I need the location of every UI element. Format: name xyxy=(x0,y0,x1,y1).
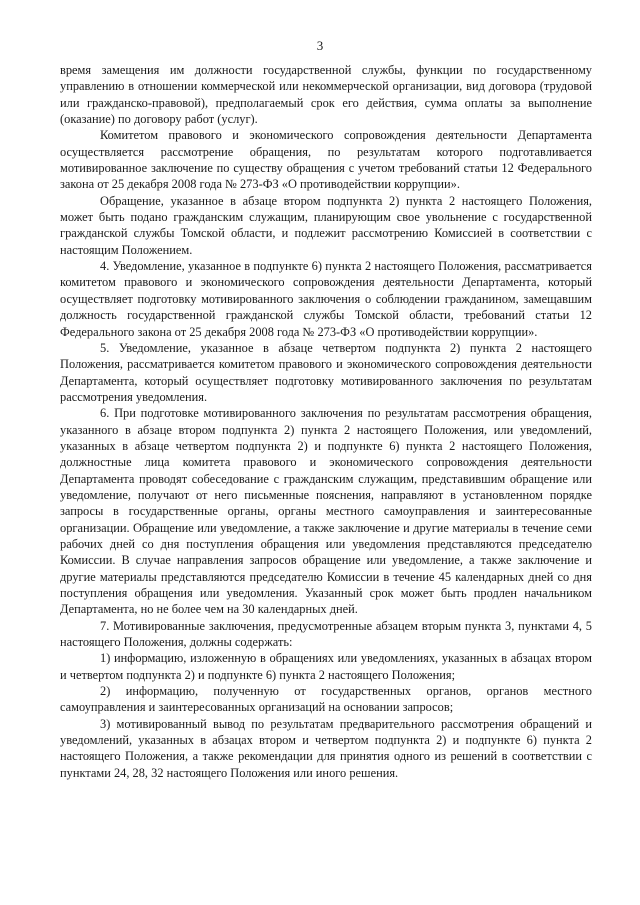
page-number: 3 xyxy=(316,38,324,53)
document-body xyxy=(60,62,592,781)
paragraph-item-7: 7. Мотивированные заключения, предусмотренные абзацем вторым пункта 3, пунктами 4, 5 настоящего Положения, должны содержать: xyxy=(60,618,592,650)
paragraph-appeal-submission: Обращение, указанное в абзаце втором подпункта 2) пункта 2 настоящего Положения, может быть подано гражданским служащим, планирующим свое увольнение с государственной гражданской службы Томской области, и подлежит рассмотрению Комиссией в соответствии с настоящим Положением. xyxy=(60,193,592,257)
paragraph-item-4: 4. Уведомление, указанное в подпункте 6) пункта 2 настоящего Положения, рассматривается комитетом правового и экономического сопровождения деятельности Департамента, который осуществляет подготовку мотивированного заключения о соблюдении гражданином, замещавшим должность государственной гражданской службы Томской области, требований статьи 12 Федерального закона от 25 декабря 2008 года № 273-ФЗ «О противодействии коррупции». xyxy=(60,259,592,339)
paragraph-committee-review: Комитетом правового и экономического сопровождения деятельности Департамента осуществляется рассмотрение обращения, по результатам которого подготавливается мотивированное заключение по существу обращения с учетом требований статьи 12 Федерального закона от 25 декабря 2008 года № 273-ФЗ «О противодействии коррупции». xyxy=(60,128,592,192)
paragraph-continuation: время замещения им должности государственной службы, функции по государственному управлению в отношении коммерческой или некоммерческой организации, вид договора (трудовой или гражданско-правовой), предполагаемый срок его действия, сумма оплаты за выполнение (оказание) по договору работ (услуг). xyxy=(60,63,592,127)
paragraph-item-5: 5. Уведомление, указанное в абзаце четвертом подпункта 2) пункта 2 настоящего Положения, рассматривается комитетом правового и экономического сопровождения деятельности Департамента, который осуществляет подготовку мотивированного заключения по результатам рассмотрения уведомления. xyxy=(60,340,592,404)
paragraph-subitem-3: 3) мотивированный вывод по результатам предварительного рассмотрения обращений и уведомлений, указанных в абзацах втором и четвертом подпункта 2) и подпункте 6) пункта 2 настоящего Положения, а также рекомендации для принятия одного из решений в соответствии с пунктами 24, 28, 32 настоящего Положения или иного решения. xyxy=(60,716,592,780)
paragraph-subitem-2: 2) информацию, полученную от государственных органов, органов местного самоуправления и заинтересованных организаций на основании запросов; xyxy=(60,684,592,715)
paragraph-subitem-1: 1) информацию, изложенную в обращениях или уведомлениях, указанных в абзацах втором и четвертом подпункта 2) и подпункте 6) пункта 2 настоящего Положения; xyxy=(60,651,592,682)
paragraph-item-6: 6. При подготовке мотивированного заключения по результатам рассмотрения обращения, указанного в абзаце втором подпункта 2) пункта 2 настоящего Положения, или уведомлений, указанных в абзаце четвертом подпункта 2) и подпункте 6) пункта 2 настоящего Положения, должностные лица комитета правового и экономического сопровождения деятельности Департамента проводят собеседование с гражданским служащим, представившим обращение или уведомление, получают от него письменные пояснения, направляют в установленном порядке запросы в государственные органы, органы местного самоуправления и заинтересованные организации. Обращение или уведомление, а также заключение и другие материалы в течение семи рабочих дней со дня поступления обращения или уведомления представляются председателю Комиссии. В случае направления запросов обращение или уведомление, а также заключение и другие материалы представляются председателю Комиссии в течение 45 календарных дней со дня поступления обращения или уведомления. Указанный срок может быть продлен начальником Департамента, но не более чем на 30 календарных дней. xyxy=(60,406,592,617)
